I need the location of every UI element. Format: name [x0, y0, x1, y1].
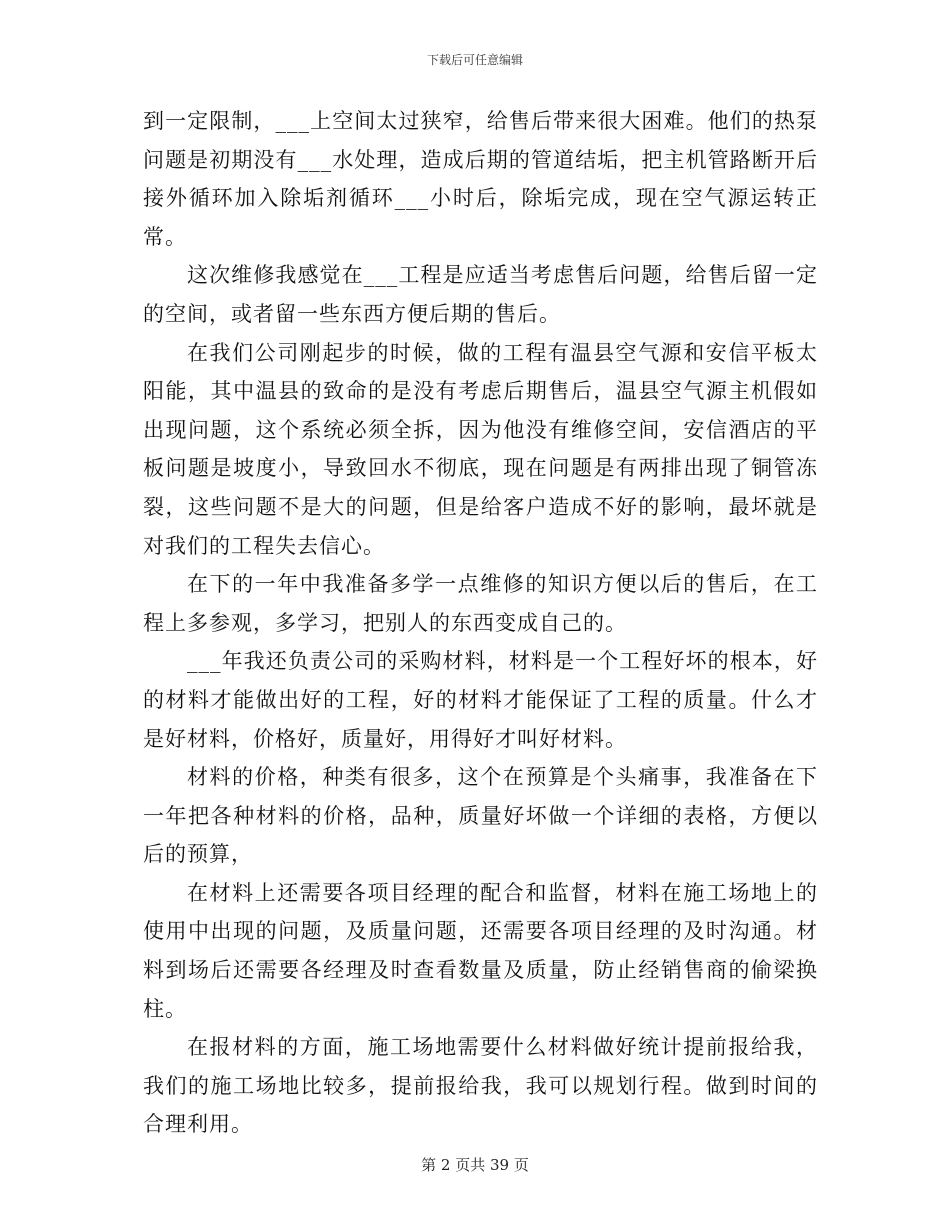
document-body [143, 102, 818, 1144]
paragraph-2: 这次维修我感觉在___工程是应适当考虑售后问题，给售后留一定的空间，或者留一些东西方便后期的售后。 [143, 263, 818, 326]
paragraph-7: 在材料上还需要各项目经理的配合和监督，材料在施工场地上的使用中出现的问题，及质量问题，还需要各项目经理的及时沟通。材料到场后还需要各经理及时查看数量及质量，防止经销售商的偷梁换柱。 [143, 880, 818, 1021]
page-footer: 第 2 页共 39 页 [421, 1156, 529, 1174]
paragraph-1: 到一定限制，___上空间太过狭窄，给售后带来很大困难。他们的热泵问题是初期没有___水处理，造成后期的管道结垢，把主机管路断开后接外循环加入除垢剂循环___小时后，除垢完成，现在空气源运转正常。 [143, 109, 818, 249]
paragraph-5: ___年我还负责公司的采购材料，材料是一个工程好坏的根本，好的材料才能做出好的工程，好的材料才能保证了工程的质量。什么才是好材料，价格好，质量好，用得好才叫好材料。 [143, 649, 818, 751]
page-header: 下载后可任意编辑 [426, 53, 523, 67]
paragraph-4: 在下的一年中我准备多学一点维修的知识方便以后的售后，在工程上多参观，多学习，把别人的东西变成自己的。 [143, 572, 818, 635]
paragraph-6: 材料的价格，种类有很多，这个在预算是个头痛事，我准备在下一年把各种材料的价格，品种，质量好坏做一个详细的表格，方便以后的预算， [143, 765, 818, 867]
paragraph-8: 在报材料的方面，施工场地需要什么材料做好统计提前报给我，我们的施工场地比较多，提前报给我，我可以规划行程。做到时间的合理利用。 [143, 1035, 818, 1137]
paragraph-3: 在我们公司刚起步的时候，做的工程有温县空气源和安信平板太阳能，其中温县的致命的是没有考虑后期售后，温县空气源主机假如出现问题，这个系统必须全拆，因为他没有维修空间，安信酒店的平板问题是坡度小，导致回水不彻底，现在问题是有两排出现了铜管冻裂，这些问题不是大的问题，但是给客户造成不好的影响，最坏就是对我们的工程失去信心。 [143, 340, 818, 558]
